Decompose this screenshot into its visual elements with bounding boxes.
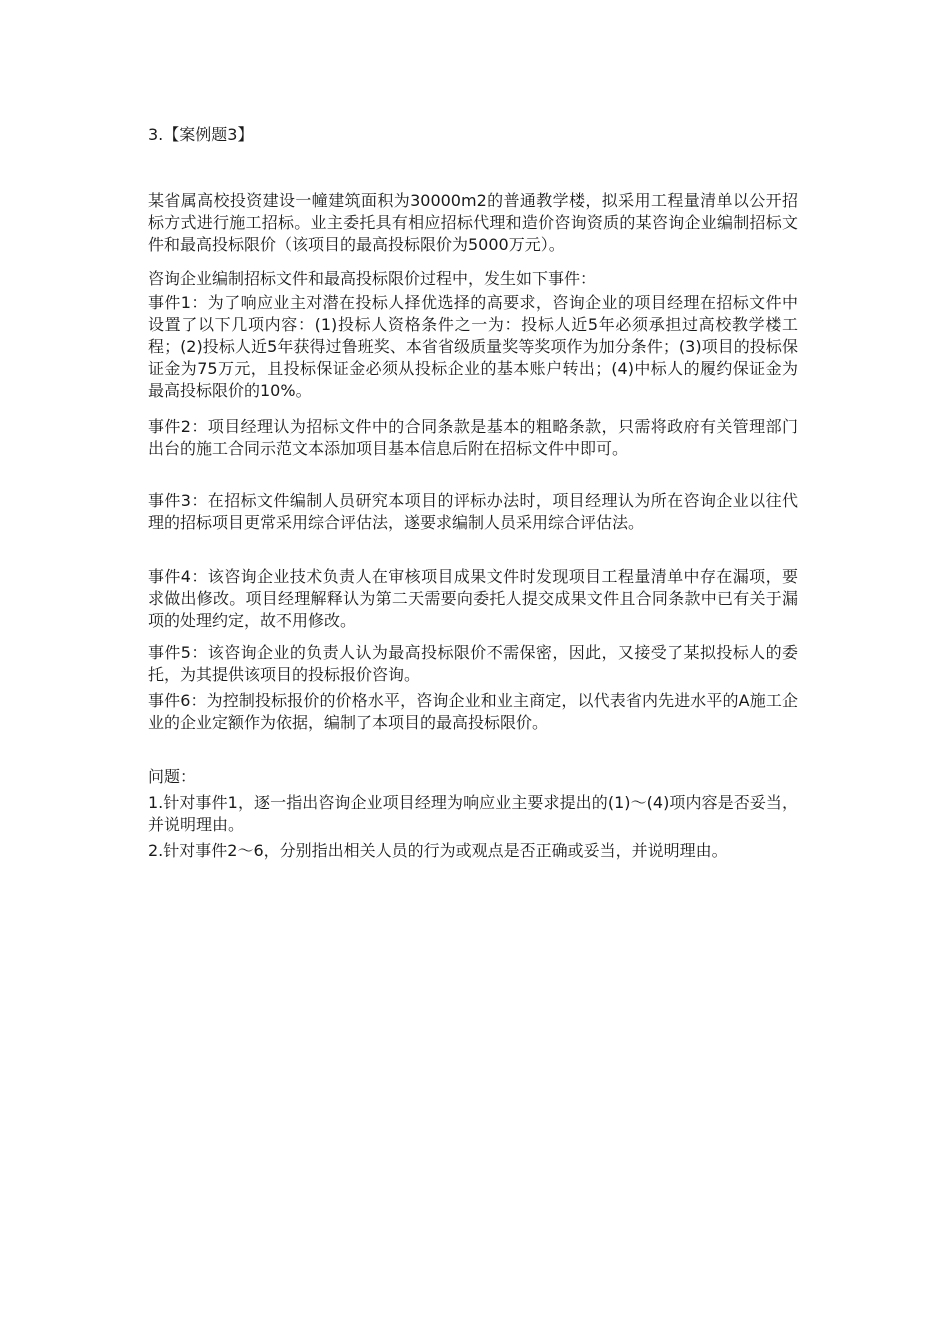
event-1-paragraph: 事件1：为了响应业主对潜在投标人择优选择的高要求，咨询企业的项目经理在招标文件中设置了以下几项内容：(1)投标人资格条件之一为：投标人近5年必须承担过高校教学楼工程；(2)投标人近5年获得过鲁班奖、本省省级质量奖等奖项作为加分条件；(3)项目的投标保证金为75万元，且投标保证金必须从投标企业的基本账户转出；(4)中标人的履约保证金为最高投标限价的10%。 bbox=[148, 293, 798, 400]
event-6-paragraph: 事件6：为控制投标报价的价格水平，咨询企业和业主商定，以代表省内先进水平的A施工企业的企业定额作为依据，编制了本项目的最高投标限价。 bbox=[148, 691, 798, 732]
intro-paragraph: 某省属高校投资建设一幢建筑面积为30000m2的普通教学楼，拟采用工程量清单以公开招标方式进行施工招标。业主委托具有相应招标代理和造价咨询资质的某咨询企业编制招标文件和最高投标限价（该项目的最高投标限价为5000万元）。 bbox=[148, 191, 798, 254]
event-3-paragraph: 事件3：在招标文件编制人员研究本项目的评标办法时，项目经理认为所在咨询企业以往代理的招标项目更常采用综合评估法，遂要求编制人员采用综合评估法。 bbox=[148, 491, 798, 532]
event-4-paragraph: 事件4：该咨询企业技术负责人在审核项目成果文件时发现项目工程量清单中存在漏项，要求做出修改。项目经理解释认为第二天需要向委托人提交成果文件且合同条款中已有关于漏项的处理约定，故不用修改。 bbox=[148, 567, 798, 630]
question-heading: 3.【案例题3】 bbox=[148, 125, 254, 144]
event-5-paragraph: 事件5：该咨询企业的负责人认为最高投标限价不需保密，因此，又接受了某拟投标人的委托，为其提供该项目的投标报价咨询。 bbox=[148, 643, 798, 684]
question-1: 1.针对事件1，逐一指出咨询企业项目经理为响应业主要求提出的(1)～(4)项内容是否妥当，并说明理由。 bbox=[148, 793, 798, 834]
questions-label: 问题： bbox=[148, 767, 197, 786]
question-2: 2.针对事件2～6，分别指出相关人员的行为或观点是否正确或妥当，并说明理由。 bbox=[148, 841, 728, 860]
event-2-paragraph: 事件2：项目经理认为招标文件中的合同条款是基本的粗略条款，只需将政府有关管理部门出台的施工合同示范文本添加项目基本信息后附在招标文件中即可。 bbox=[148, 417, 798, 458]
events-intro: 咨询企业编制招标文件和最高投标限价过程中，发生如下事件： bbox=[148, 269, 597, 288]
